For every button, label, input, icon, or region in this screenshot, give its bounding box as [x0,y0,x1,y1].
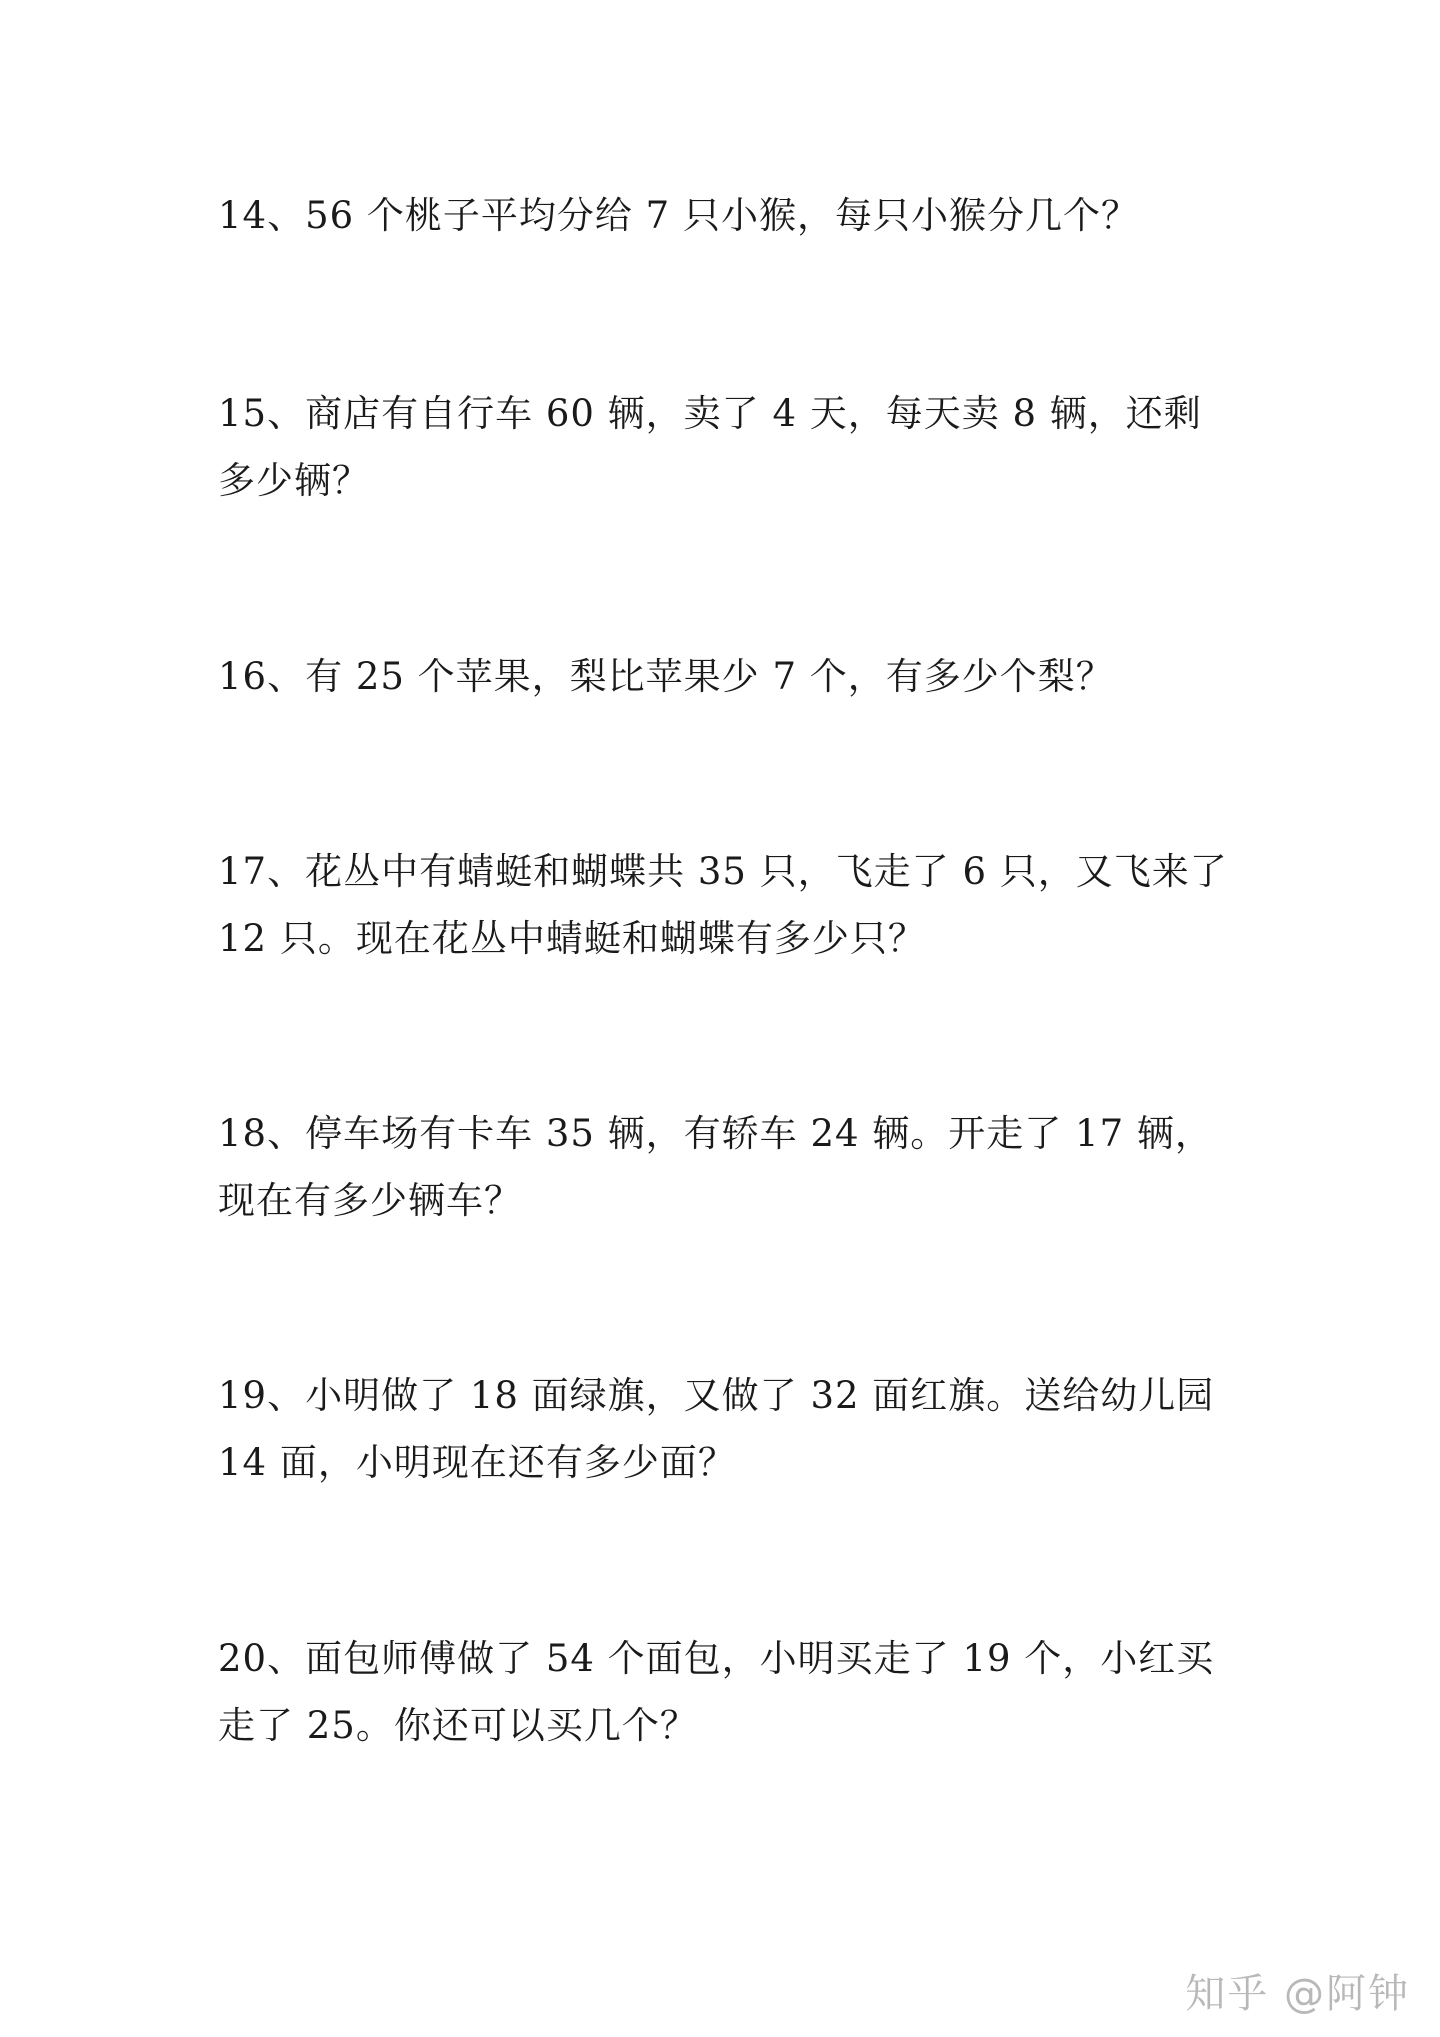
question-19: 19、小明做了 18 面绿旗，又做了 32 面红旗。送给幼儿园 14 面，小明现在还有多少面？ [218,1374,1215,1484]
question-16: 16、有 25 个苹果，梨比苹果少 7 个，有多少个梨？ [218,655,1114,698]
question-18: 18、停车场有卡车 35 辆，有轿车 24 辆。开走了 17 辆，现在有多少辆车？ [218,1112,1213,1222]
question-17: 17、花丛中有蜻蜓和蝴蝶共 35 只，飞走了 6 只，又飞来了 12 只。现在花丛中蜻蜓和蝴蝶有多少只？ [218,850,1228,960]
zhihu-watermark: 知乎 @阿钟 [1185,1971,1410,2017]
question-20: 20、面包师傅做了 54 个面包，小明买走了 19 个，小红买走了 25。你还可以买几个？ [218,1637,1215,1747]
question-14: 14、56 个桃子平均分给 7 只小猴，每只小猴分几个？ [218,194,1139,237]
question-15: 15、商店有自行车 60 辆，卖了 4 天，每天卖 8 辆，还剩多少辆？ [218,392,1202,502]
